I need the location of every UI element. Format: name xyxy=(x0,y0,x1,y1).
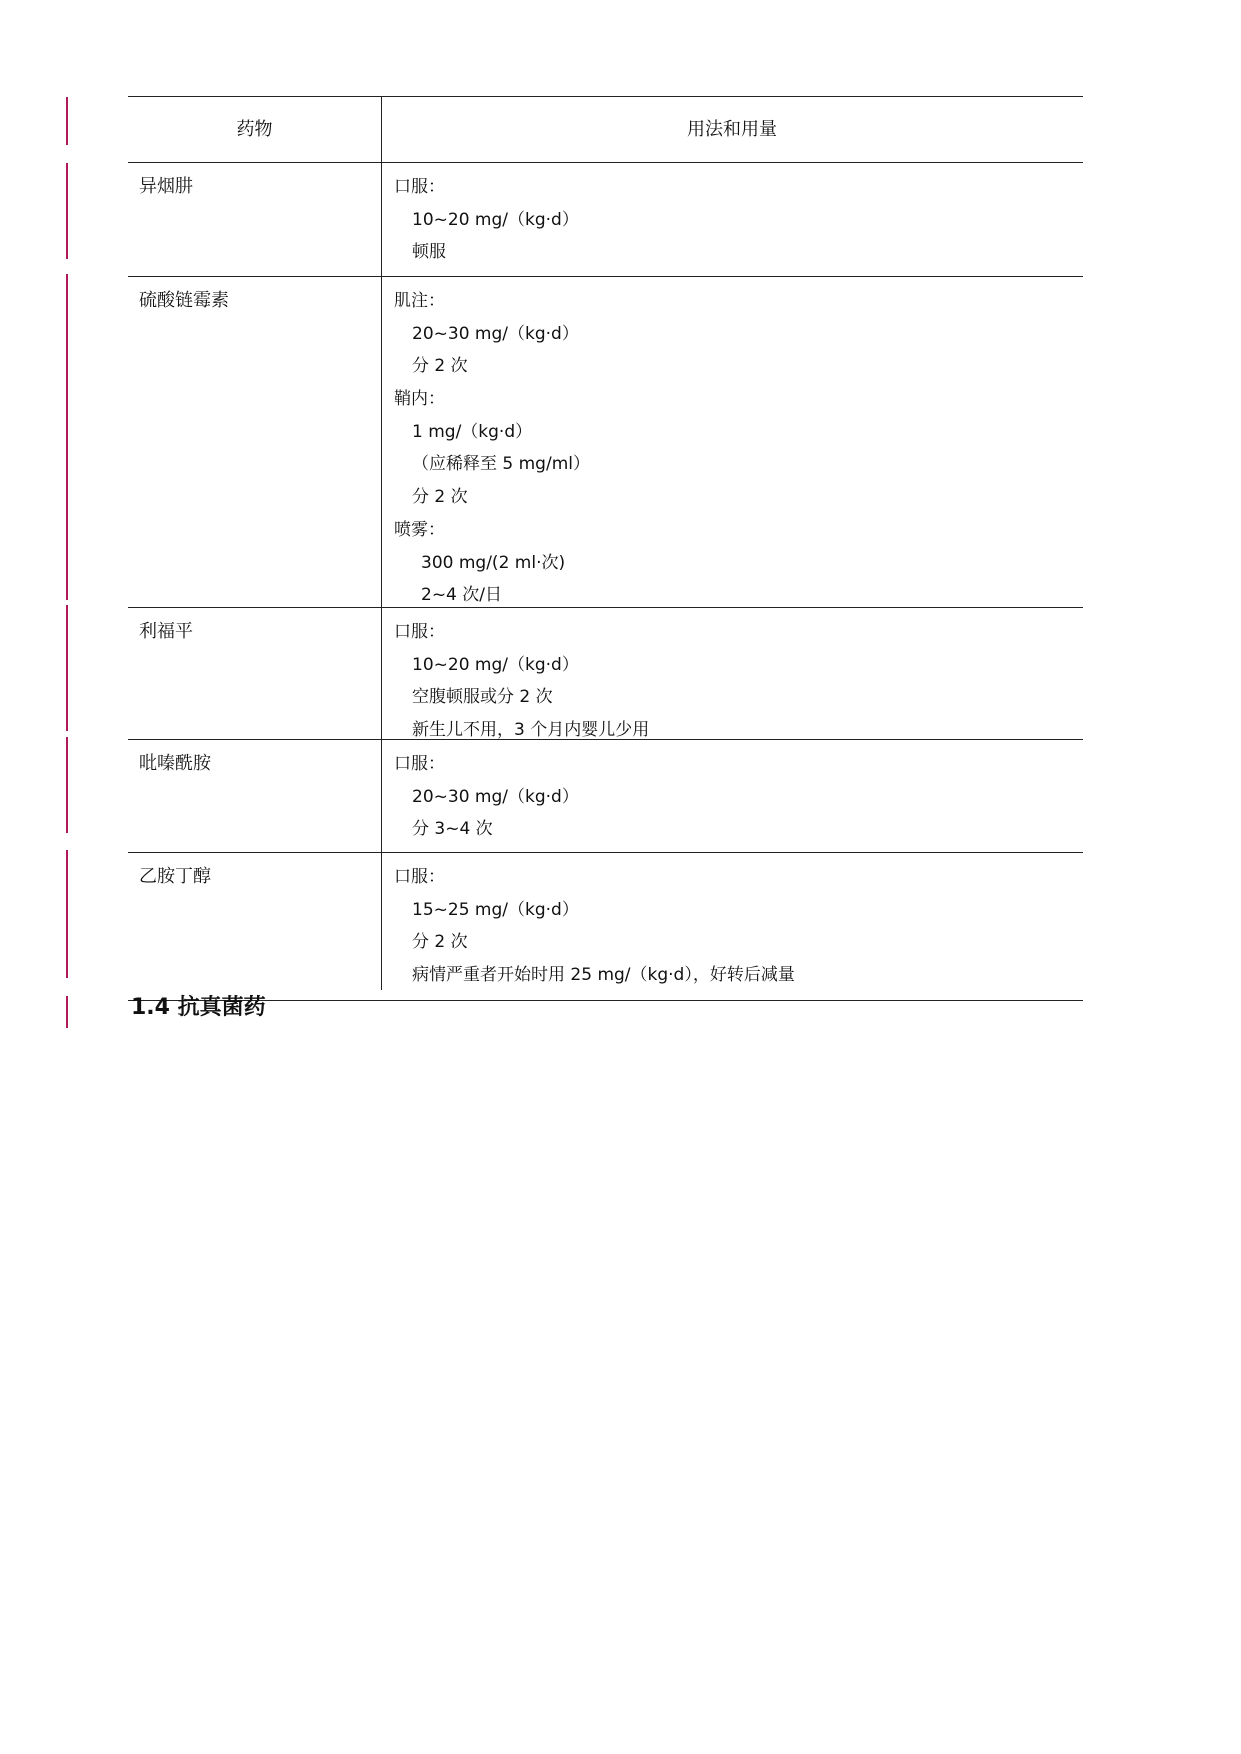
drug-name: 乙胺丁醇 xyxy=(139,866,211,887)
route-label: 口服： xyxy=(394,177,445,197)
table-body xyxy=(128,163,1083,1001)
dosage-line: 1 mg/（kg·d） xyxy=(412,421,533,442)
table-row xyxy=(128,608,1083,740)
dosage-line: 新生儿不用，3 个月内婴儿少用 xyxy=(412,720,650,741)
dosage-line: （应稀释至 5 mg/ml） xyxy=(412,454,590,475)
drug-name: 硫酸链霉素 xyxy=(139,290,229,311)
change-bar xyxy=(66,996,68,1028)
dosage-line: 20~30 mg/（kg·d） xyxy=(412,786,579,807)
table-row xyxy=(128,853,1083,1001)
dosage-line: 分 2 次 xyxy=(412,932,468,953)
change-bar xyxy=(66,163,68,259)
table-row xyxy=(128,163,1083,277)
dosage-line: 分 2 次 xyxy=(412,356,468,377)
dosage-line: 分 3~4 次 xyxy=(412,819,493,840)
dosage-line: 20~30 mg/（kg·d） xyxy=(412,323,579,344)
dosage-line: 300 mg/(2 ml·次) xyxy=(421,552,566,573)
route-label: 肌注： xyxy=(394,291,445,311)
dosage-line: 病情严重者开始时用 25 mg/（kg·d），好转后减量 xyxy=(412,965,795,986)
usage-cell xyxy=(394,866,795,997)
route-label: 口服： xyxy=(394,867,445,887)
header-drug: 药物 xyxy=(236,119,273,140)
dosage-line: 10~20 mg/（kg·d） xyxy=(412,654,579,675)
route-label: 口服： xyxy=(394,622,445,642)
dosage-line: 15~25 mg/（kg·d） xyxy=(412,899,579,920)
route-label: 口服： xyxy=(394,754,445,774)
dosage-line: 2~4 次/日 xyxy=(421,585,503,606)
change-bar xyxy=(66,274,68,600)
column-divider xyxy=(381,96,382,990)
section-heading: 1.4 抗真菌药 xyxy=(131,995,266,1020)
header-usage: 用法和用量 xyxy=(687,119,777,140)
drug-name: 异烟肼 xyxy=(139,176,193,197)
drug-name: 利福平 xyxy=(139,621,193,642)
change-bar xyxy=(66,97,68,145)
table-row xyxy=(128,740,1083,853)
table-row xyxy=(128,277,1083,608)
route-label: 鞘内： xyxy=(394,389,445,410)
change-bar xyxy=(66,737,68,833)
dosage-line: 10~20 mg/（kg·d） xyxy=(412,209,579,230)
drug-name: 吡嗪酰胺 xyxy=(139,753,211,774)
usage-cell xyxy=(394,290,590,617)
dosage-line: 分 2 次 xyxy=(412,487,468,508)
usage-cell xyxy=(394,176,579,274)
table-header-row xyxy=(128,96,1083,163)
dosage-line: 顿服 xyxy=(412,242,446,263)
change-bar xyxy=(66,850,68,978)
change-bar xyxy=(66,605,68,731)
dosage-table xyxy=(128,96,1083,1001)
usage-cell xyxy=(394,621,649,752)
dosage-line: 空腹顿服或分 2 次 xyxy=(412,687,553,708)
route-label: 喷雾： xyxy=(394,519,445,540)
usage-cell xyxy=(394,753,579,851)
